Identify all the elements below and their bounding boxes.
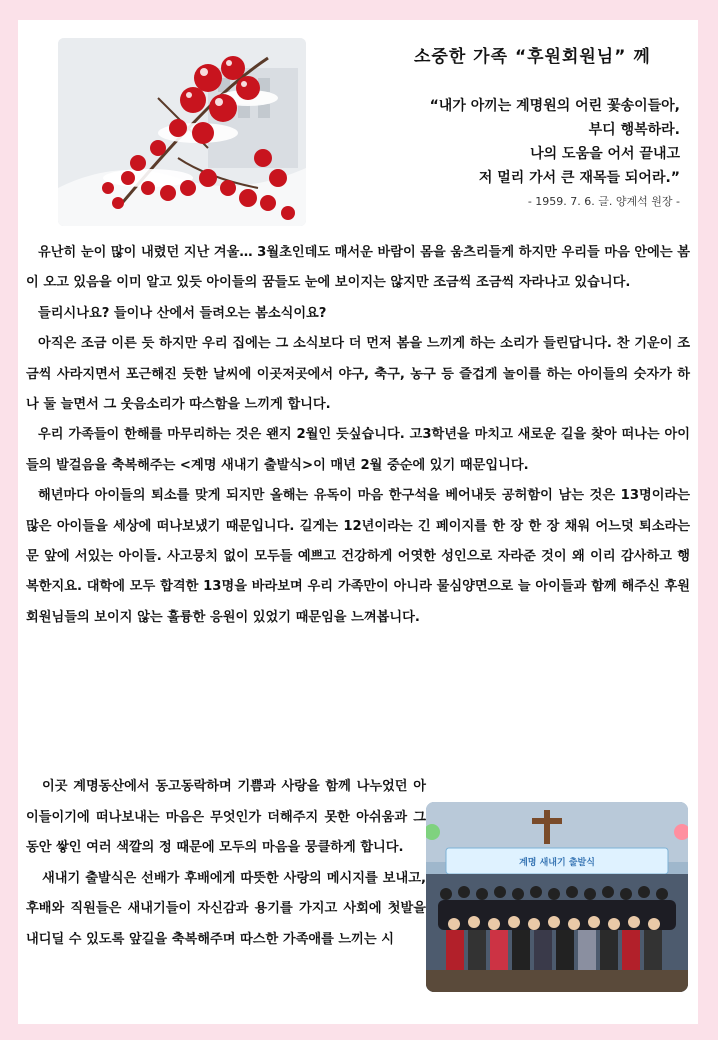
paragraph: 이곳 계명동산에서 동고동락하며 기쁨과 사랑을 함께 나누었던 아이들이기에 떠나보내는 마음은 무엇인가 더해주지 못한 아쉬움과 그동안 쌓인 여러 색깔의 정 때문에 모두의 마음을 뭉클하게 합니다. — [26, 779, 426, 856]
page-title: 소중한 가족 “후원회원님” 께 — [414, 47, 651, 67]
letter-body-lower — [26, 772, 426, 956]
paragraph: 유난히 눈이 많이 내렸던 지난 겨울… 3월초인데도 매서운 바람이 몸을 움츠리들게 하지만 우리들 마음 안에는 봄이 오고 있음을 이미 알고 있듯 아이들의 꿈들도 눈에 보이지는 않지만 조금씩 조금씩 자라나고 있습니다. — [26, 245, 690, 291]
group-photo — [426, 802, 688, 992]
poem-block — [430, 94, 680, 214]
poem-source: - 1959. 7. 6. 글. 양계석 원장 - — [527, 195, 680, 208]
poem-line: 나의 도움을 어서 끝내고 — [530, 146, 680, 162]
page — [18, 20, 698, 1024]
paragraph: 아직은 조금 이른 듯 하지만 우리 집에는 그 소식보다 더 먼저 봄을 느끼게 하는 소리가 들린답니다. 찬 기운이 조금씩 사라지면서 포근해진 듯한 날씨에 이곳저곳에서 야구, 축구, 농구 등 즐겁게 놀이를 하는 아이들의 숫자가 하나 둘 늘면서 그 웃음소리가 따스함을 느끼게 합니다. — [26, 336, 690, 413]
letter-body — [26, 238, 690, 633]
group-photo-illustration — [426, 802, 688, 992]
berries-illustration — [58, 38, 306, 226]
poem-line: “내가 아끼는 계명원의 어린 꽃송이들아, — [429, 98, 680, 114]
banner-text: 계명 새내기 출발식 — [519, 858, 595, 868]
red-berries-snow-photo — [58, 38, 306, 226]
paragraph: 해년마다 아이들의 퇴소를 맞게 되지만 올해는 유독이 마음 한구석을 베어내듯 공허함이 남는 것은 13명이라는 많은 아이들을 세상에 떠나보냈기 때문입니다. 길게는 12년이라는 긴 페이지를 한 장 한 장 채워 어느덧 퇴소라는 문 앞에 서있는 아이들. 사고뭉치 없이 모두들 예쁘고 건강하게 어엿한 성인으로 자라준 것이 왜 이리 감사하고 행복한지요. 대학에 모두 합격한 13명을 바라보며 우리 가족만이 아니라 물심양면으로 늘 아이들과 함께 해주신 후원회원님들의 보이지 않는 훌륭한 응원이 있었기 때문임을 느껴봅니다. — [26, 488, 690, 625]
paragraph: 새내기 출발식은 선배가 후배에게 따뜻한 사랑의 메시지를 보내고, 후배와 직원들은 새내기들이 자신감과 용기를 가지고 사회에 첫발을 내디딜 수 있도록 앞길을 축복해주며 따스한 가족애를 느끼는 시 — [26, 870, 426, 947]
paragraph: 들리시나요? 들이나 산에서 들려오는 봄소식이요? — [38, 305, 327, 321]
poem-line: 저 멀리 가서 큰 재목들 되어라.” — [478, 170, 680, 186]
paragraph: 우리 가족들이 한해를 마무리하는 것은 왠지 2월인 듯싶습니다. 고3학년을 마치고 새로운 길을 찾아 떠나는 아이들의 발걸음을 축복해주는 <계명 새내기 출발식>이 매년 2월 중순에 있기 때문입니다. — [26, 427, 690, 473]
poem-line: 부디 행복하라. — [588, 122, 680, 138]
